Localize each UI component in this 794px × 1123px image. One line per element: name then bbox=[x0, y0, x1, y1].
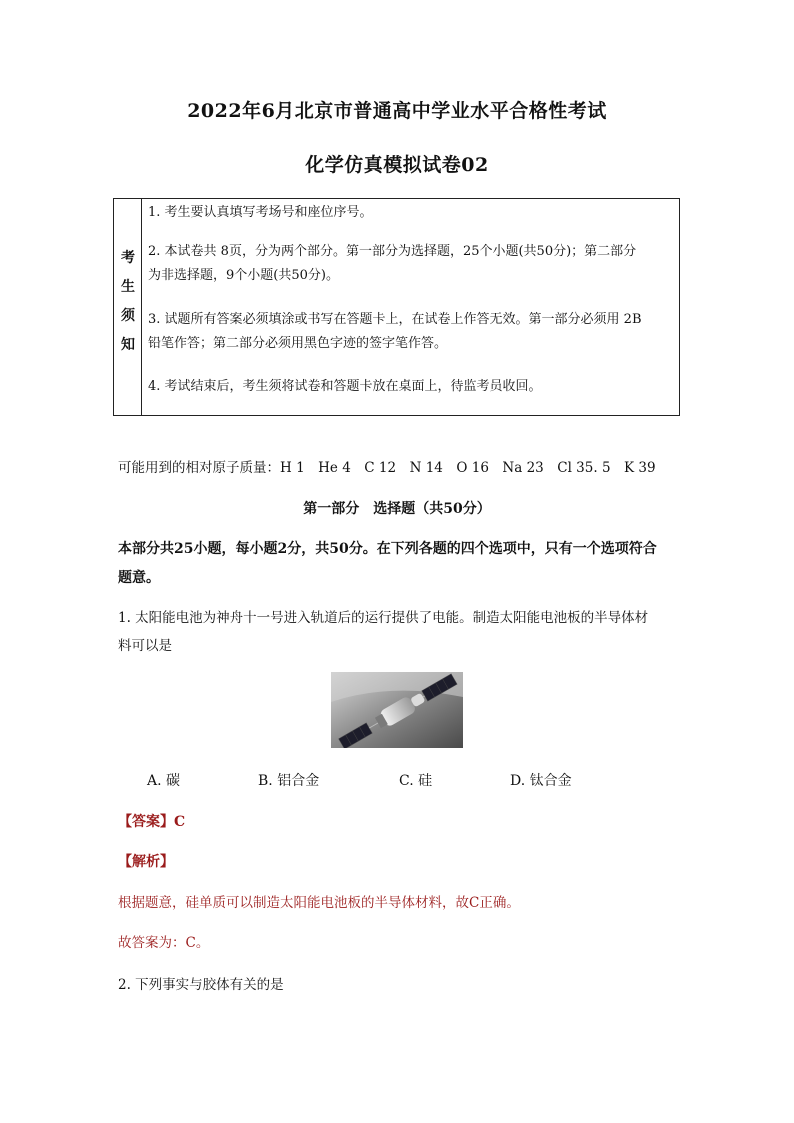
notice-item-1: 1. 考生要认真填写考场号和座位序号。 bbox=[148, 205, 373, 220]
notice-side-char-3: 须 bbox=[121, 308, 135, 324]
notice-side-char-1: 考 bbox=[121, 250, 135, 266]
space-station-illustration bbox=[331, 672, 463, 748]
analysis-label: 【解析】 bbox=[118, 854, 174, 870]
question-1-stem-line-2: 料可以是 bbox=[118, 638, 172, 654]
notice-item-4: 4. 考试结束后，考生须将试卷和答题卡放在桌面上，待监考员收回。 bbox=[148, 379, 542, 394]
answer-line: 【答案】C bbox=[118, 814, 186, 830]
candidate-notice-box bbox=[113, 198, 680, 416]
instruction-line-2: 题意。 bbox=[118, 570, 160, 586]
option-a[interactable]: A. 碳 bbox=[147, 773, 181, 789]
notice-side-label bbox=[114, 199, 142, 415]
analysis-conclusion: 故答案为：C。 bbox=[118, 935, 210, 951]
atomic-mass-line: 可能用到的相对原子质量：H 1 He 4 C 12 N 14 O 16 Na 23 Cl 35. 5 K 39 bbox=[118, 460, 656, 476]
notice-item-2: 2. 本试卷共 8页，分为两个部分。第一部分为选择题，25个小题(共50分)；第二部分 为非选择题，9个小题(共50分)。 bbox=[148, 244, 637, 283]
option-c[interactable]: C. 硅 bbox=[399, 773, 433, 789]
exam-subtitle: 化学仿真模拟试卷02 bbox=[305, 154, 489, 176]
space-station-image bbox=[331, 672, 463, 748]
notice-item-3: 3. 试题所有答案必须填涂或书写在答题卡上，在试卷上作答无效。第一部分必须用 2B 铅笔作答；第二部分必须用黑色字迹的签字笔作答。 bbox=[148, 312, 642, 351]
option-b[interactable]: B. 铝合金 bbox=[258, 773, 320, 789]
question-2-stem: 2. 下列事实与胶体有关的是 bbox=[118, 977, 284, 993]
section-title: 第一部分 选择题（共50分） bbox=[303, 501, 491, 517]
notice-side-char-4: 知 bbox=[121, 337, 135, 353]
option-d[interactable]: D. 钛合金 bbox=[510, 773, 572, 789]
exam-title: 2022年6月北京市普通高中学业水平合格性考试 bbox=[187, 100, 607, 122]
instruction-line-1: 本部分共25小题，每小题2分，共50分。在下列各题的四个选项中，只有一个选项符合 bbox=[118, 541, 657, 557]
question-1-stem-line-1: 1. 太阳能电池为神舟十一号进入轨道后的运行提供了电能。制造太阳能电池板的半导体材 bbox=[118, 610, 649, 626]
analysis-text: 根据题意，硅单质可以制造太阳能电池板的半导体材料，故C正确。 bbox=[118, 895, 520, 911]
notice-side-char-2: 生 bbox=[121, 279, 135, 295]
